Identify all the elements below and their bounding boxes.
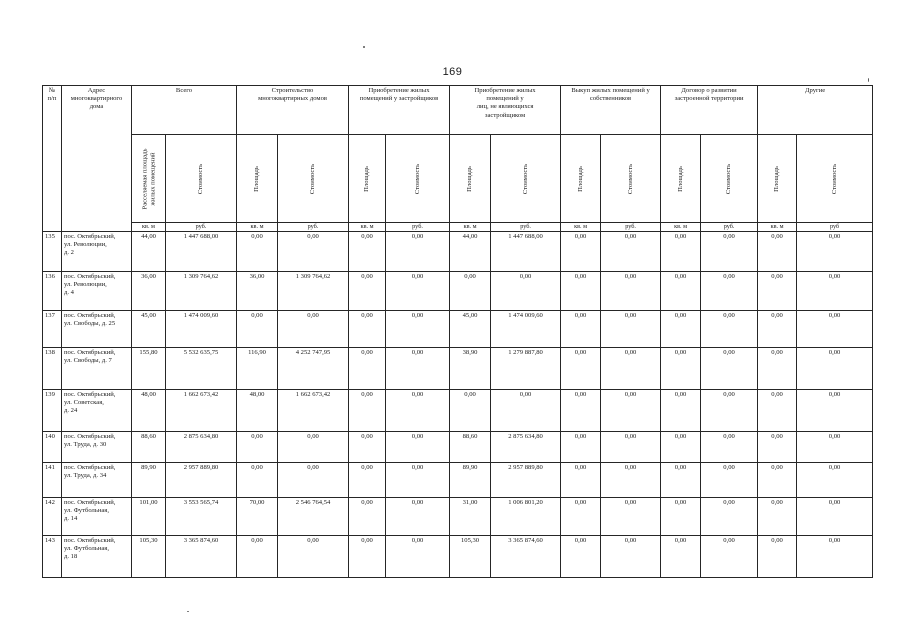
subheader-label: Стоимость: [309, 163, 317, 194]
row-value: 1 309 764,62: [278, 271, 349, 310]
unit-label: кв. м: [450, 223, 491, 232]
unit-label: кв. м: [661, 223, 701, 232]
row-value: 0,00: [349, 231, 386, 271]
row-value: 0,00: [349, 462, 386, 497]
row-value: 0,00: [601, 535, 661, 577]
row-value: 0,00: [278, 431, 349, 462]
row-value: 0,00: [797, 497, 873, 535]
row-value: 0,00: [758, 310, 797, 347]
row-value: 2 957 889,80: [166, 462, 237, 497]
row-value: 0,00: [561, 497, 601, 535]
table-row: [43, 231, 873, 271]
row-number: 135: [43, 231, 62, 271]
table-row: [43, 310, 873, 347]
row-number: 136: [43, 271, 62, 310]
row-value: 0,00: [237, 231, 278, 271]
row-value: 36,00: [237, 271, 278, 310]
unit-label: кв. м: [758, 223, 797, 232]
row-value: 0,00: [386, 231, 450, 271]
row-value: 0,00: [450, 271, 491, 310]
subheader-cell: [491, 135, 561, 223]
row-value: 0,00: [797, 535, 873, 577]
subheader-cell: [132, 135, 166, 223]
row-value: 1 474 009,60: [166, 310, 237, 347]
subheader-cell: [701, 135, 758, 223]
row-value: 0,00: [701, 497, 758, 535]
row-value: 0,00: [661, 535, 701, 577]
header-group-row: [43, 86, 873, 135]
row-value: 0,00: [349, 271, 386, 310]
row-value: 0,00: [661, 347, 701, 389]
row-value: 44,00: [132, 231, 166, 271]
row-value: 0,00: [601, 310, 661, 347]
row-value: 0,00: [278, 462, 349, 497]
table-row: [43, 271, 873, 310]
row-value: 0,00: [349, 431, 386, 462]
table-row: [43, 535, 873, 577]
unit-label: кв. м: [132, 223, 166, 232]
row-value: 4 252 747,95: [278, 347, 349, 389]
row-value: 0,00: [661, 462, 701, 497]
row-address: пос. Октябрьский, ул. Труда, д. 34: [62, 462, 132, 497]
subheader-label: Площадь: [363, 165, 371, 192]
row-value: 105,30: [132, 535, 166, 577]
subheader-label: Стоимость: [413, 163, 421, 194]
row-value: 0,00: [561, 310, 601, 347]
row-value: 0,00: [491, 389, 561, 431]
row-value: 1 006 801,20: [491, 497, 561, 535]
row-value: 0,00: [237, 431, 278, 462]
row-value: 0,00: [758, 347, 797, 389]
unit-label: руб.: [491, 223, 561, 232]
row-value: 0,00: [797, 231, 873, 271]
header-num: № п/п: [43, 86, 62, 232]
row-value: 48,00: [237, 389, 278, 431]
table-row: [43, 431, 873, 462]
row-address: пос. Октябрьский, ул. Футбольная, д. 18: [62, 535, 132, 577]
resettlement-table: [42, 85, 873, 578]
row-value: 0,00: [561, 389, 601, 431]
row-value: 1 309 764,62: [166, 271, 237, 310]
row-value: 0,00: [386, 389, 450, 431]
row-value: 89,90: [132, 462, 166, 497]
row-value: 105,30: [450, 535, 491, 577]
scan-speck: [187, 611, 189, 612]
row-address: пос. Октябрьский, ул. Революции, д. 4: [62, 271, 132, 310]
subheader-label: Площадь: [773, 165, 781, 192]
table-row: [43, 462, 873, 497]
row-value: 31,00: [450, 497, 491, 535]
header-group: Выкуп жилых помещений у собственников: [561, 86, 661, 135]
row-value: 0,00: [561, 462, 601, 497]
header-group: Приобретение жилых помещений у лиц, не являющихся застройщиком: [450, 86, 561, 135]
unit-label: руб.: [386, 223, 450, 232]
row-value: 1 474 009,60: [491, 310, 561, 347]
row-value: 2 875 634,80: [491, 431, 561, 462]
row-value: 0,00: [758, 535, 797, 577]
page-number: 169: [442, 66, 463, 78]
row-value: 0,00: [278, 231, 349, 271]
subheader-cell: [450, 135, 491, 223]
row-value: 0,00: [601, 497, 661, 535]
unit-label: кв. м: [561, 223, 601, 232]
row-value: 5 532 635,75: [166, 347, 237, 389]
row-value: 0,00: [349, 389, 386, 431]
subheader-label: Площадь: [466, 165, 474, 192]
row-value: 0,00: [561, 347, 601, 389]
row-value: 1 447 688,00: [166, 231, 237, 271]
row-value: 0,00: [701, 431, 758, 462]
unit-label: кв. м: [237, 223, 278, 232]
row-value: 0,00: [797, 347, 873, 389]
row-value: 0,00: [601, 271, 661, 310]
row-value: 0,00: [701, 271, 758, 310]
row-value: 0,00: [561, 231, 601, 271]
row-value: 0,00: [758, 431, 797, 462]
row-value: 2 875 634,80: [166, 431, 237, 462]
subheader-label: Стоимость: [521, 163, 529, 194]
row-number: 141: [43, 462, 62, 497]
subheader-cell: [797, 135, 873, 223]
subheader-cell: [601, 135, 661, 223]
subheader-cell: [166, 135, 237, 223]
row-value: 0,00: [601, 347, 661, 389]
row-value: 0,00: [386, 535, 450, 577]
row-value: 116,90: [237, 347, 278, 389]
row-number: 140: [43, 431, 62, 462]
row-value: 0,00: [386, 462, 450, 497]
row-value: 101,00: [132, 497, 166, 535]
unit-label: руб.: [278, 223, 349, 232]
unit-label: руб: [797, 223, 873, 232]
row-address: пос. Октябрьский, ул. Революции, д. 2: [62, 231, 132, 271]
row-value: 36,00: [132, 271, 166, 310]
row-number: 139: [43, 389, 62, 431]
header-group: Всего: [132, 86, 237, 135]
row-value: 1 279 887,80: [491, 347, 561, 389]
row-value: 0,00: [701, 389, 758, 431]
row-value: 0,00: [797, 431, 873, 462]
subheader-label: Площадь: [253, 165, 261, 192]
row-address: пос. Октябрьский, ул. Советская, д. 24: [62, 389, 132, 431]
row-value: 0,00: [561, 535, 601, 577]
row-value: 0,00: [601, 389, 661, 431]
unit-label: кв. м: [349, 223, 386, 232]
row-value: 0,00: [278, 535, 349, 577]
row-value: 0,00: [278, 310, 349, 347]
subheader-cell: [661, 135, 701, 223]
row-value: 0,00: [661, 231, 701, 271]
row-value: 0,00: [797, 310, 873, 347]
header-address: Адрес многоквартирного дома: [62, 86, 132, 232]
unit-label: руб.: [601, 223, 661, 232]
row-value: 89,90: [450, 462, 491, 497]
row-value: 0,00: [661, 271, 701, 310]
row-value: 3 365 874,60: [166, 535, 237, 577]
row-address: пос. Октябрьский, ул. Труда, д. 30: [62, 431, 132, 462]
unit-label: руб.: [701, 223, 758, 232]
row-value: 1 662 673,42: [166, 389, 237, 431]
row-value: 2 546 764,54: [278, 497, 349, 535]
table-row: [43, 389, 873, 431]
row-value: 0,00: [797, 271, 873, 310]
row-value: 155,80: [132, 347, 166, 389]
row-number: 137: [43, 310, 62, 347]
row-value: 0,00: [386, 310, 450, 347]
row-value: 0,00: [349, 347, 386, 389]
header-group: Приобретение жилых помещений у застройщиков: [349, 86, 450, 135]
row-value: 0,00: [386, 347, 450, 389]
row-address: пос. Октябрьский, ул. Свободы, д. 7: [62, 347, 132, 389]
row-value: 0,00: [601, 431, 661, 462]
row-value: 0,00: [701, 231, 758, 271]
row-value: 0,00: [661, 431, 701, 462]
header-group: Строительство многоквартирных домов: [237, 86, 349, 135]
subheader-cell: [561, 135, 601, 223]
subheader-label: Стоимость: [626, 163, 634, 194]
row-address: пос. Октябрьский, ул. Свободы, д. 25: [62, 310, 132, 347]
scan-speck: [363, 46, 365, 48]
row-number: 143: [43, 535, 62, 577]
row-number: 142: [43, 497, 62, 535]
subheader-label: Расселяемая площадь жилых помещений: [140, 148, 156, 209]
header-sub-row: [43, 135, 873, 223]
row-value: 0,00: [561, 271, 601, 310]
row-value: 48,00: [132, 389, 166, 431]
row-value: 3 553 565,74: [166, 497, 237, 535]
row-value: 38,90: [450, 347, 491, 389]
row-value: 3 365 874,60: [491, 535, 561, 577]
row-value: 0,00: [386, 271, 450, 310]
row-value: 2 957 889,80: [491, 462, 561, 497]
row-value: 44,00: [450, 231, 491, 271]
row-value: 0,00: [237, 535, 278, 577]
scan-speck: [868, 78, 869, 82]
row-value: 0,00: [758, 231, 797, 271]
row-value: 0,00: [701, 347, 758, 389]
row-value: 0,00: [349, 497, 386, 535]
subheader-cell: [349, 135, 386, 223]
row-value: 45,00: [132, 310, 166, 347]
table-row: [43, 347, 873, 389]
row-value: 0,00: [601, 231, 661, 271]
row-value: 0,00: [661, 497, 701, 535]
row-value: 0,00: [450, 389, 491, 431]
row-value: 0,00: [237, 462, 278, 497]
row-value: 0,00: [661, 389, 701, 431]
row-value: 0,00: [701, 535, 758, 577]
row-value: 0,00: [758, 389, 797, 431]
row-value: 0,00: [601, 462, 661, 497]
row-value: 0,00: [701, 310, 758, 347]
header-group: Договор о развитии застроенной территории: [661, 86, 758, 135]
row-value: 0,00: [758, 271, 797, 310]
row-value: 0,00: [661, 310, 701, 347]
row-value: 0,00: [758, 462, 797, 497]
header-units-row: [43, 223, 873, 232]
row-value: 0,00: [561, 431, 601, 462]
row-value: 88,60: [132, 431, 166, 462]
row-value: 0,00: [491, 271, 561, 310]
subheader-label: Стоимость: [197, 163, 205, 194]
row-value: 0,00: [701, 462, 758, 497]
table-row: [43, 497, 873, 535]
row-address: пос. Октябрьский, ул. Футбольная, д. 14: [62, 497, 132, 535]
row-value: 1 662 673,42: [278, 389, 349, 431]
subheader-cell: [758, 135, 797, 223]
subheader-cell: [386, 135, 450, 223]
row-value: 45,00: [450, 310, 491, 347]
row-value: 1 447 688,00: [491, 231, 561, 271]
row-value: 0,00: [349, 310, 386, 347]
subheader-cell: [237, 135, 278, 223]
row-value: 0,00: [386, 497, 450, 535]
row-number: 138: [43, 347, 62, 389]
row-value: 88,60: [450, 431, 491, 462]
subheader-label: Стоимость: [830, 163, 838, 194]
row-value: 0,00: [797, 389, 873, 431]
row-value: 0,00: [386, 431, 450, 462]
subheader-label: Площадь: [576, 165, 584, 192]
row-value: 0,00: [797, 462, 873, 497]
row-value: 0,00: [758, 497, 797, 535]
row-value: 70,00: [237, 497, 278, 535]
row-value: 0,00: [349, 535, 386, 577]
subheader-label: Площадь: [676, 165, 684, 192]
row-value: 0,00: [237, 310, 278, 347]
subheader-cell: [278, 135, 349, 223]
header-group: Другие: [758, 86, 873, 135]
unit-label: руб.: [166, 223, 237, 232]
subheader-label: Стоимость: [725, 163, 733, 194]
